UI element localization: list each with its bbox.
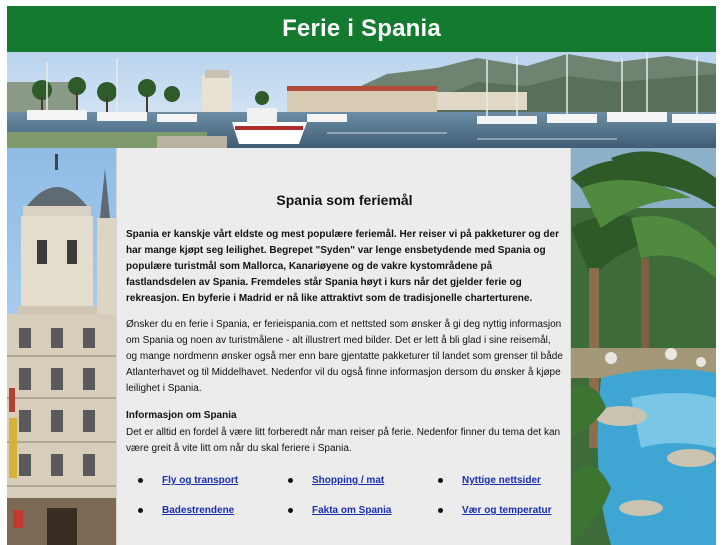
- harbor-banner-image: [7, 52, 716, 148]
- site-title: Ferie i Spania: [282, 15, 441, 42]
- tower-building-image: [7, 148, 116, 545]
- bullet-icon: [438, 478, 443, 483]
- link-nyttige-nettsider[interactable]: Nyttige nettsider: [462, 475, 541, 486]
- info-text: Det er alltid en fordel å være litt forberedt når man reiser på ferie. Nedenfor finner du tema det kan være greit å vite litt om når du skal feriere i Spania.: [126, 427, 561, 454]
- link-item: [462, 475, 541, 486]
- link-item: [312, 505, 391, 516]
- info-heading: Informasjon om Spania: [126, 410, 237, 421]
- body-paragraph: Ønsker du en ferie i Spania, er ferieispania.com et nettsted som ønsker å gi deg nyttig informasjon om Spania og noen av turistmålene - alt illustrert med bilder. Det er lett å bli glad i sine reisemål, og mange nordmenn ønsker også mer enn bare gjentatte pakketurer til landet som grenser til både Atlanterhavet og til Middelhavet. Nedenfor vil du også finne informasjon dersom du ønsker å kjøpe leilighet i Spania.: [126, 319, 563, 394]
- bullet-icon: [438, 508, 443, 513]
- link-item: [162, 505, 234, 516]
- page-frame: [7, 6, 716, 545]
- bullet-icon: [138, 508, 143, 513]
- bullet-icon: [138, 478, 143, 483]
- link-shopping-mat[interactable]: Shopping / mat: [312, 475, 385, 486]
- link-vaer-og-temperatur[interactable]: Vær og temperatur: [462, 505, 552, 516]
- link-item: [462, 505, 551, 516]
- link-item: [312, 475, 384, 486]
- link-item: [162, 475, 238, 486]
- site-header: [7, 6, 716, 52]
- link-badestrendene[interactable]: Badestrendene: [162, 505, 235, 516]
- main-content: [116, 148, 571, 545]
- bullet-icon: [288, 508, 293, 513]
- intro-text: Spania er kanskje vårt eldste og mest populære feriemål. Her reiser vi på pakketurer og der har mange kjøpt seg leilighet. Begrepet "Syden" var lenge ensbetydende med Spania og populære turistmål som Mallorca, Kanariøyene og de vakre kystområdene på fastlandsdelen av Spania. Fremdeles står Spania høyt i kurs når det gjelder ferie og rekreasjon. En byferie i Madrid er nå like attraktivt som de tradisjonelle charterturene.: [126, 229, 559, 304]
- link-fakta-om-spania[interactable]: Fakta om Spania: [312, 505, 392, 516]
- page-heading: Spania som feriemål: [276, 192, 413, 208]
- bullet-icon: [288, 478, 293, 483]
- link-fly-og-transport[interactable]: Fly og transport: [162, 475, 239, 486]
- palm-pool-image: [571, 148, 716, 545]
